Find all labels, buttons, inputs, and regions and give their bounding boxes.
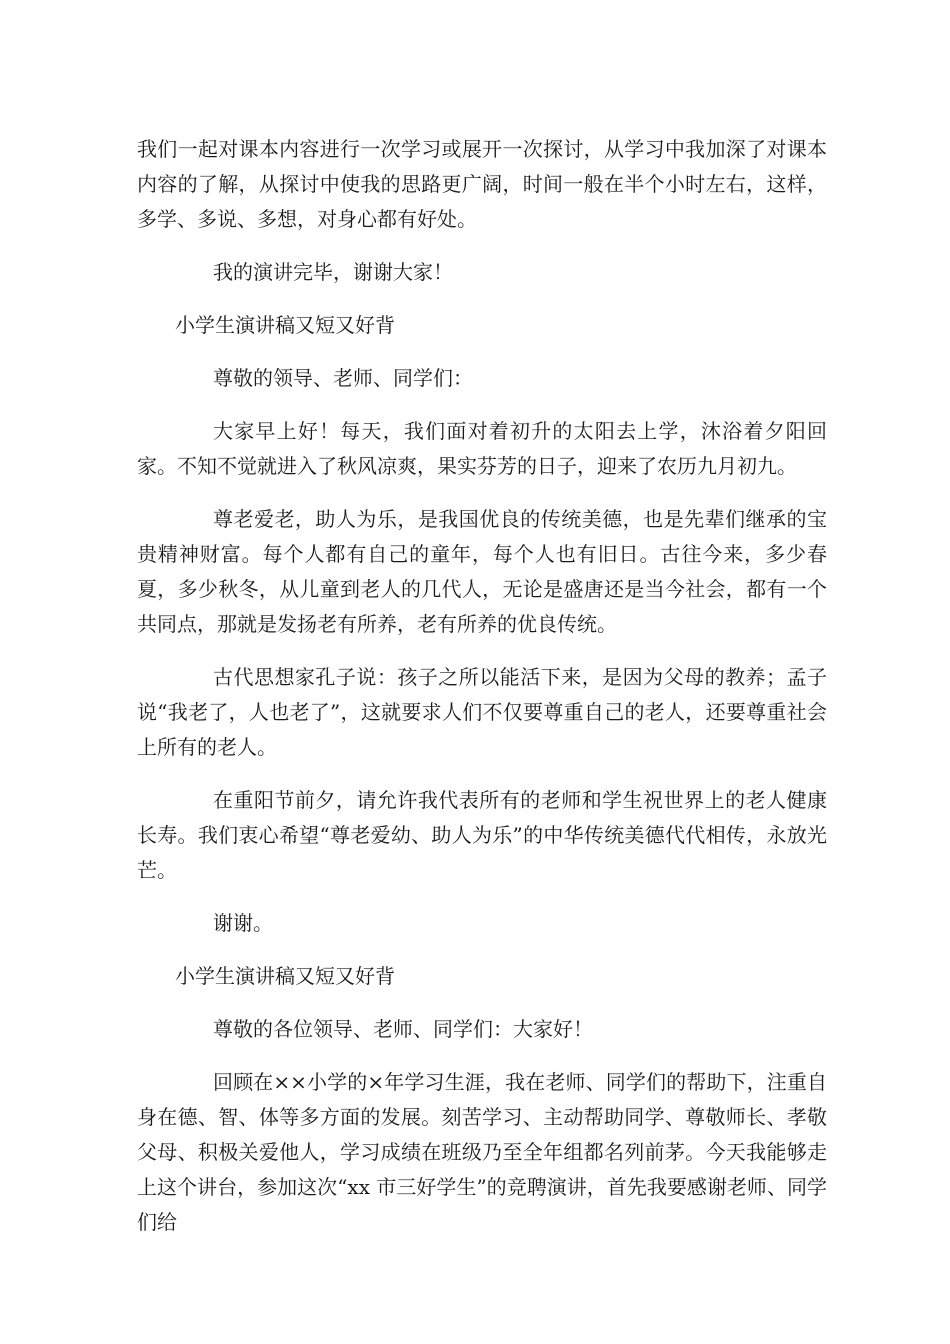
paragraph-double-ninth: 在重阳节前夕，请允许我代表所有的老师和学生祝世界上的老人健康长寿。我们衷心希望“尊老爱幼、助人为乐”的中华传统美德代代相传，永放光芒。: [137, 788, 827, 882]
section-heading-1: 小学生演讲稿又短又好背: [175, 313, 395, 337]
paragraph-salutation-2: 尊敬的各位领导、老师、同学们：大家好！: [213, 1017, 593, 1041]
section-heading-2: 小学生演讲稿又短又好背: [175, 964, 395, 988]
paragraph-thanks: 谢谢。: [213, 911, 273, 935]
paragraph-closing-thanks: 我的演讲完毕，谢谢大家！: [213, 260, 453, 284]
paragraph-salutation-1: 尊敬的领导、老师、同学们：: [213, 366, 473, 390]
paragraph-confucius-mencius: 古代思想家孔子说：孩子之所以能活下来，是因为父母的教养；孟子说“我老了，人也老了”，这就要求人们不仅要尊重自己的老人，还要尊重社会上所有的老人。: [137, 665, 827, 759]
paragraph-morning-greeting: 大家早上好！每天，我们面对着初升的太阳去上学，沐浴着夕阳回家。不知不觉就进入了秋风凉爽，果实芬芳的日子，迎来了农历九月初九。: [137, 419, 827, 478]
paragraph-study-discussion: 我们一起对课本内容进行一次学习或展开一次探讨，从学习中我加深了对课本内容的了解，从探讨中使我的思路更广阔，时间一般在半个小时左右，这样，多学、多说、多想，对身心都有好处。: [137, 137, 827, 231]
paragraph-school-review: 回顾在××小学的×年学习生涯，我在老师、同学们的帮助下，注重自身在德、智、体等多方面的发展。刻苦学习、主动帮助同学、尊敬师长、孝敬父母、积极关爱他人，学习成绩在班级乃至全年组都名列前茅。今天我能够走上这个讲台，参加这次“xx 市三好学生”的竞聘演讲，首先我要感谢老师、同学们给: [137, 1070, 827, 1234]
document-body: [137, 132, 827, 1240]
paragraph-respect-elders: 尊老爱老，助人为乐，是我国优良的传统美德，也是先辈们继承的宝贵精神财富。每个人都有自己的童年，每个人也有旧日。古往今来，多少春夏，多少秋冬，从儿童到老人的几代人，无论是盛唐还是当今社会，都有一个共同点，那就是发扬老有所养，老有所养的优良传统。: [137, 507, 827, 636]
